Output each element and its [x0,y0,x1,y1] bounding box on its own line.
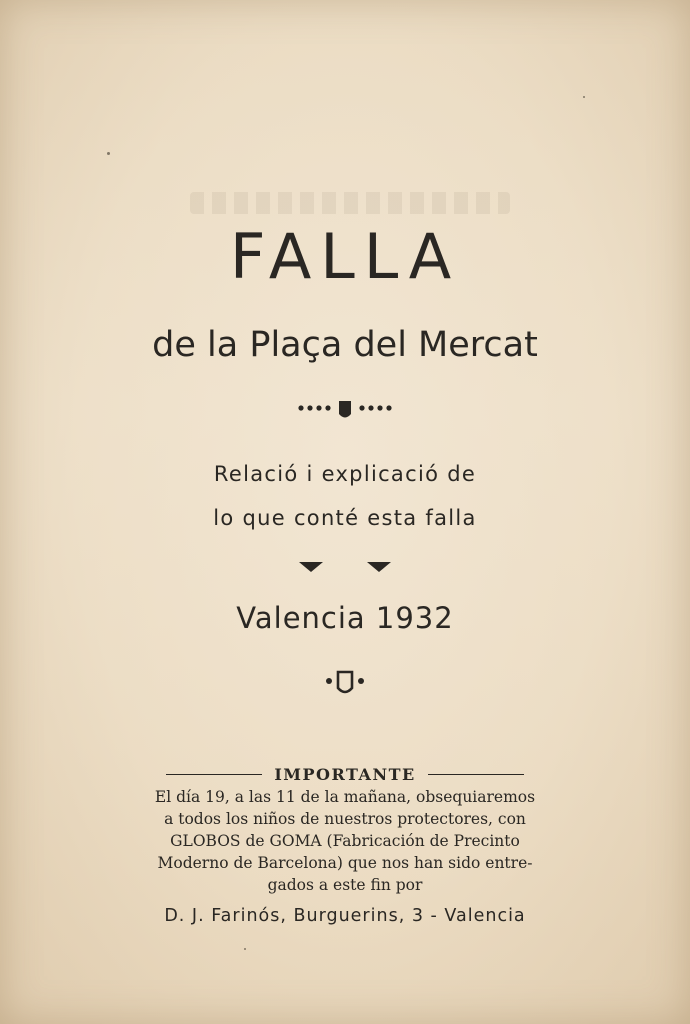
down-arrowheads-icon [0,560,690,576]
notice-box [130,762,560,896]
notice-heading: IMPORTANTE [274,764,416,784]
notice-line: GLOBOS de GOMA (Fabricación de Precinto [170,832,520,850]
page-subtitle: de la Plaça del Mercat [152,325,538,365]
description-line-1: Relació i explicació de [213,462,477,486]
notice-line: gados a este fin por [267,876,423,894]
notice-line: Moderno de Barcelona) que nos han sido entre- [157,854,533,872]
paper-speck [583,96,585,98]
notice-rule-left [166,774,262,775]
description-line-2: lo que conté esta falla [213,506,477,530]
notice-header [130,762,560,786]
notice-rule-right [428,774,524,775]
dotted-divider-icon [0,398,690,422]
faded-bleedthrough-text [190,192,510,214]
page-title: FALLA [229,220,461,293]
city-year: Valencia 1932 [236,601,454,635]
notice-signature: D. J. Farinós, Burguerins, 3 - Valencia [164,906,526,926]
paper-speck [107,152,110,155]
notice-line: El día 19, a las 11 de la mañana, obsequiaremos [154,788,536,806]
notice-line: a todos los niños de nuestros protectores, con [164,810,526,828]
shield-ornament-icon [0,668,690,698]
paper-speck [244,948,246,950]
